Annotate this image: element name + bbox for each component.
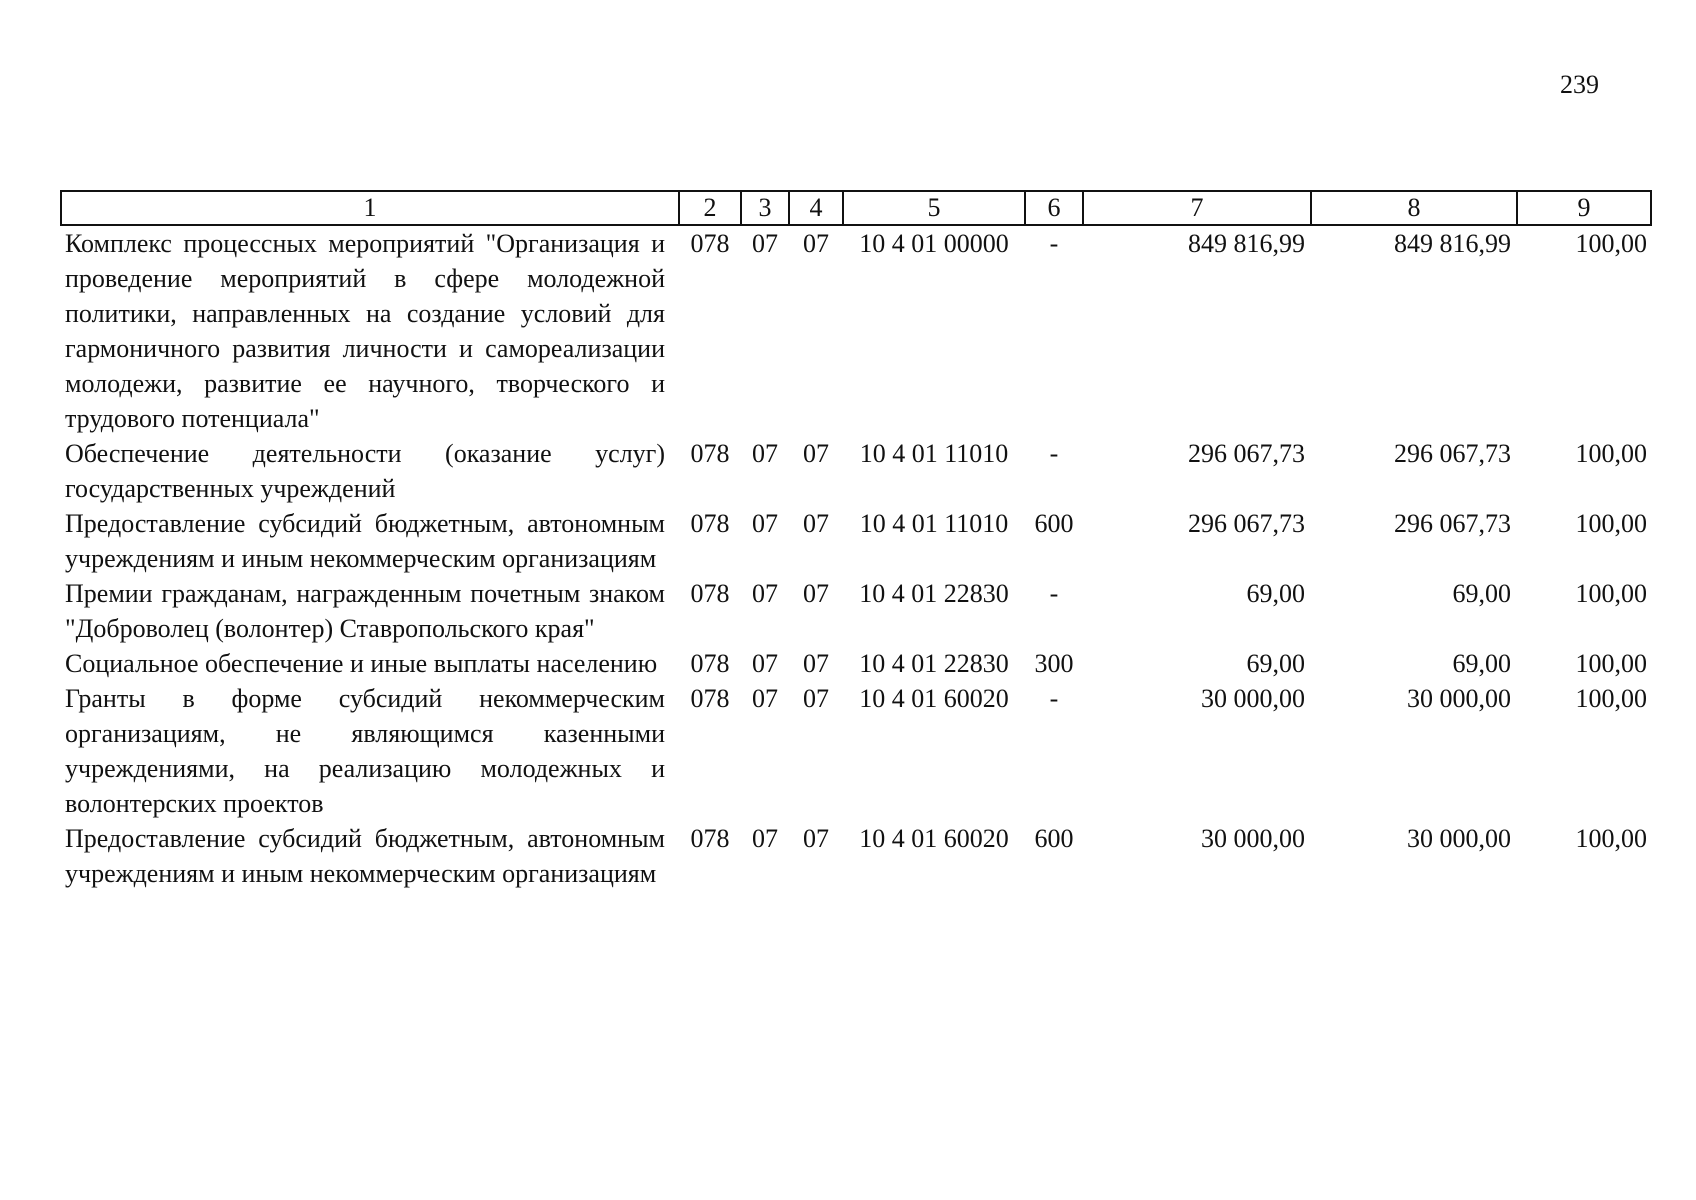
row-col-3: 07	[752, 684, 778, 713]
row-col-5: 10 4 01 60020	[859, 684, 1009, 713]
row-col-5: 10 4 01 00000	[859, 229, 1009, 258]
row-col-2: 078	[690, 824, 730, 853]
table-row	[61, 436, 1651, 506]
row-col-8: 296 067,73	[1394, 509, 1511, 538]
row-name: Комплекс процессных мероприятий "Организация и проведение мероприятий в сфере молодежной политики, направленных на создание условий для гармоничного развития личности и самореализации молодежи, развитие ее научного, творческого и трудового потенциала"	[65, 229, 665, 433]
row-col-2: 078	[690, 229, 730, 258]
row-col-9: 100,00	[1575, 579, 1647, 608]
header-col-9: 9	[1517, 191, 1651, 225]
header-col-3: 3	[741, 191, 789, 225]
row-col-3: 07	[752, 229, 778, 258]
row-col-5: 10 4 01 22830	[859, 579, 1009, 608]
table-row	[61, 576, 1651, 646]
row-col-8: 30 000,00	[1407, 824, 1511, 853]
row-col-3: 07	[752, 579, 778, 608]
header-row	[61, 191, 1651, 225]
row-col-7: 69,00	[1246, 649, 1305, 678]
row-col-7: 30 000,00	[1201, 824, 1305, 853]
row-col-6: 600	[1034, 509, 1074, 538]
row-col-3: 07	[752, 509, 778, 538]
row-col-6: -	[1049, 579, 1059, 608]
row-col-7: 69,00	[1246, 579, 1305, 608]
table-body	[61, 225, 1651, 891]
row-col-4: 07	[803, 649, 829, 678]
row-col-4: 07	[803, 439, 829, 468]
row-col-6: -	[1049, 439, 1059, 468]
header-col-1: 1	[61, 191, 679, 225]
row-col-4: 07	[803, 229, 829, 258]
row-name: Гранты в форме субсидий некоммерческим организациям, не являющимся казенными учреждениями, на реализацию молодежных и волонтерских проектов	[65, 684, 665, 818]
row-name: Предоставление субсидий бюджетным, автономным учреждениям и иным некоммерческим организациям	[65, 824, 665, 888]
budget-table	[60, 190, 1652, 891]
header-col-2: 2	[679, 191, 741, 225]
row-col-9: 100,00	[1575, 439, 1647, 468]
row-col-6: 600	[1034, 824, 1074, 853]
row-name: Обеспечение деятельности (оказание услуг) государственных учреждений	[65, 439, 665, 503]
row-col-2: 078	[690, 439, 730, 468]
row-col-9: 100,00	[1575, 509, 1647, 538]
row-col-5: 10 4 01 60020	[859, 824, 1009, 853]
row-col-4: 07	[803, 684, 829, 713]
table-row	[61, 225, 1651, 436]
row-col-5: 10 4 01 11010	[859, 509, 1009, 538]
row-col-9: 100,00	[1575, 649, 1647, 678]
header-col-5: 5	[843, 191, 1025, 225]
row-col-4: 07	[803, 509, 829, 538]
row-col-7: 296 067,73	[1188, 439, 1305, 468]
row-col-4: 07	[803, 579, 829, 608]
row-col-7: 849 816,99	[1188, 229, 1305, 258]
row-col-2: 078	[690, 579, 730, 608]
header-col-4: 4	[789, 191, 843, 225]
row-name: Предоставление субсидий бюджетным, автономным учреждениям и иным некоммерческим организациям	[65, 509, 665, 573]
row-col-9: 100,00	[1575, 684, 1647, 713]
row-col-2: 078	[690, 649, 730, 678]
row-col-3: 07	[752, 649, 778, 678]
row-col-5: 10 4 01 22830	[859, 649, 1009, 678]
row-col-8: 849 816,99	[1394, 229, 1511, 258]
row-col-8: 69,00	[1452, 649, 1511, 678]
row-col-6: -	[1049, 229, 1059, 258]
row-col-3: 07	[752, 824, 778, 853]
table-row	[61, 681, 1651, 821]
row-col-9: 100,00	[1575, 824, 1647, 853]
row-col-7: 30 000,00	[1201, 684, 1305, 713]
row-col-2: 078	[690, 509, 730, 538]
row-col-5: 10 4 01 11010	[859, 439, 1009, 468]
table-row	[61, 646, 1651, 681]
row-col-7: 296 067,73	[1188, 509, 1305, 538]
row-name: Премии гражданам, награжденным почетным знаком "Доброволец (волонтер) Ставропольского края"	[65, 579, 665, 643]
header-col-8: 8	[1311, 191, 1517, 225]
row-name: Социальное обеспечение и иные выплаты населению	[65, 649, 658, 678]
row-col-6: 300	[1034, 649, 1074, 678]
row-col-8: 30 000,00	[1407, 684, 1511, 713]
table-row	[61, 506, 1651, 576]
row-col-8: 296 067,73	[1394, 439, 1511, 468]
row-col-2: 078	[690, 684, 730, 713]
row-col-3: 07	[752, 439, 778, 468]
row-col-6: -	[1049, 684, 1059, 713]
page-number: 239	[1560, 70, 1599, 99]
header-col-6: 6	[1025, 191, 1083, 225]
header-col-7: 7	[1083, 191, 1311, 225]
row-col-8: 69,00	[1452, 579, 1511, 608]
table-row	[61, 821, 1651, 891]
table-header	[61, 191, 1651, 225]
row-col-4: 07	[803, 824, 829, 853]
row-col-9: 100,00	[1575, 229, 1647, 258]
